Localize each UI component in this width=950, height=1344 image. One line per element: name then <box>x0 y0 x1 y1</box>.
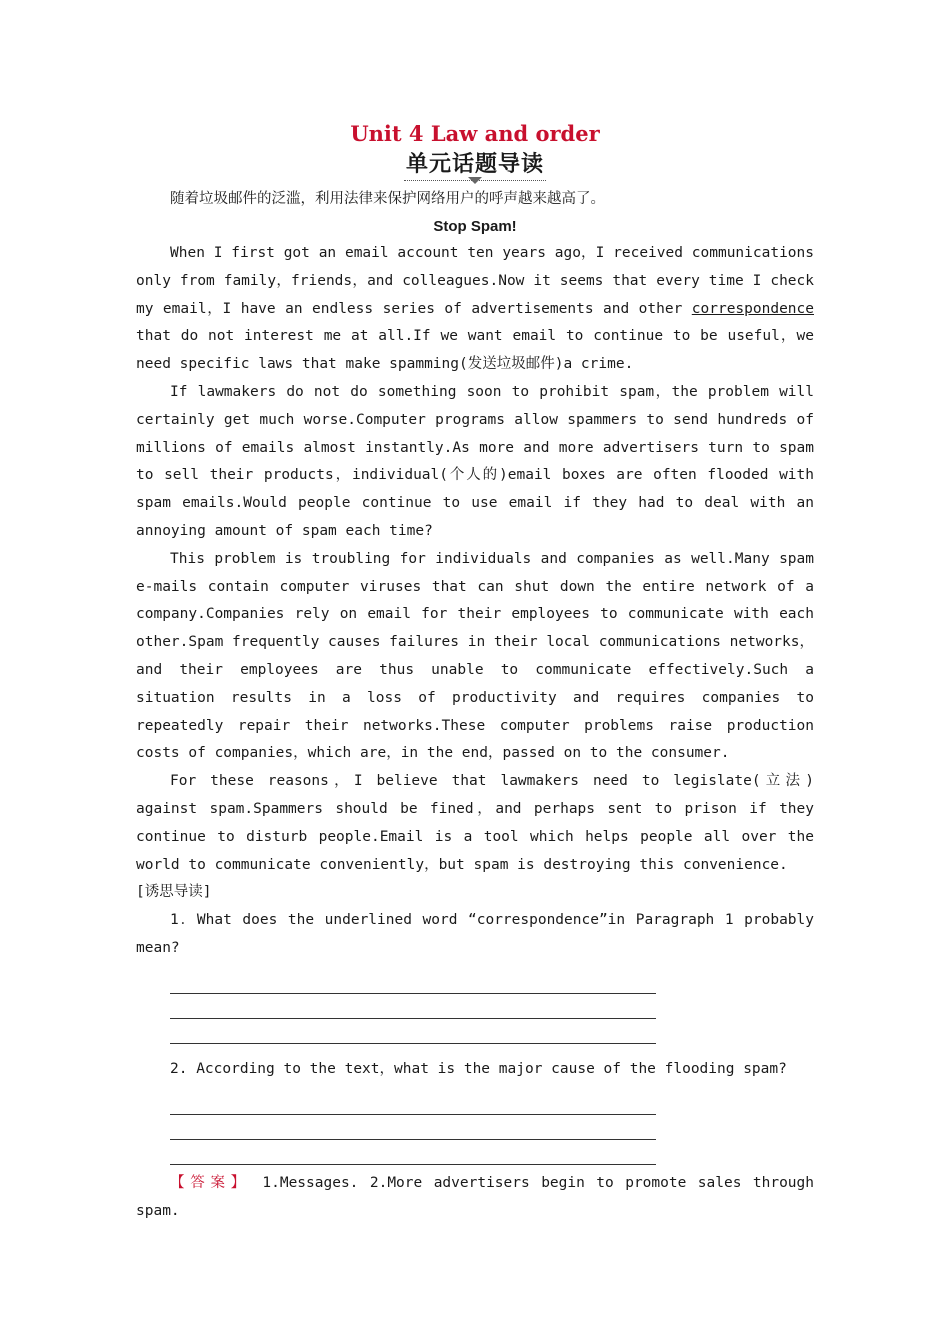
intro-text: 随着垃圾邮件的泛滥，利用法律来保护网络用户的呼声越来越高了。 <box>170 191 605 207</box>
paragraph-1-part-a: When I first got an email account ten years ago，I received communications only from family，friends，and colleagues.Now it seems that every time I check my email，I have an endless series of advertisements and other <box>136 245 814 317</box>
unit-title: Unit 4 Law and order <box>350 121 600 146</box>
answer-line[interactable] <box>170 1140 656 1165</box>
answer-line[interactable] <box>170 1115 656 1140</box>
section-label: [诱思导读] <box>136 884 212 901</box>
paragraph-1 <box>136 240 814 379</box>
answer-line[interactable] <box>170 969 656 994</box>
answer-line[interactable] <box>170 1090 656 1115</box>
answer-lines-1 <box>136 969 814 1044</box>
answer-label: 【答案】 <box>170 1174 251 1191</box>
triangle-down-icon <box>468 177 482 184</box>
topic-title: 单元话题导读 <box>404 150 546 181</box>
paragraph-3: This problem is troubling for individuals and companies as well.Many spam e-mails contain computer viruses that can shut down the entire network of a company.Companies rely on email for their employees to communicate with each other.Spam frequently causes failures in their local communications networks，and their employees are thus unable to communicate effectively.Such a situation results in a loss of productivity and requires companies to repeatedly repair their networks.These computer problems raise production costs of companies，which are，in the end，passed on to the consumer. <box>136 550 814 762</box>
answer-line[interactable] <box>170 1019 656 1044</box>
question-1: 1．What does the underlined word “correspondence”in Paragraph 1 probably mean? <box>136 912 814 956</box>
paragraph-1-part-b: that do not interest me at all.If we want email to continue to be useful，we need specific laws that make spamming(发送垃圾邮件)a crime. <box>136 328 814 373</box>
answer-lines-2 <box>136 1090 814 1165</box>
answer-block <box>136 1169 814 1225</box>
question-2: 2. According to the text，what is the major cause of the flooding spam? <box>170 1060 787 1077</box>
document-page <box>136 118 814 1225</box>
answer-text: 1.Messages. 2.More advertisers begin to promote sales through spam. <box>136 1174 814 1219</box>
article-title: Stop Spam! <box>433 218 517 235</box>
answer-line[interactable] <box>170 994 656 1019</box>
topic-heading <box>136 150 814 184</box>
paragraph-4: For these reasons，I believe that lawmakers need to legislate(立法) against spam.Spammers should be fined，and perhaps sent to prison if they continue to disturb people.Email is a tool which helps people all over the world to communicate conveniently，but spam is destroying this convenience. <box>136 773 814 873</box>
paragraph-2: If lawmakers do not do something soon to prohibit spam，the problem will certainly get much worse.Computer programs allow spammers to send hundreds of millions of emails almost instantly.As more and more advertisers turn to spam to sell their products，individual(个人的)email boxes are often flooded with spam emails.Would people continue to use email if they had to deal with an annoying amount of spam each time? <box>136 383 814 539</box>
underlined-word: correspondence <box>691 300 814 317</box>
